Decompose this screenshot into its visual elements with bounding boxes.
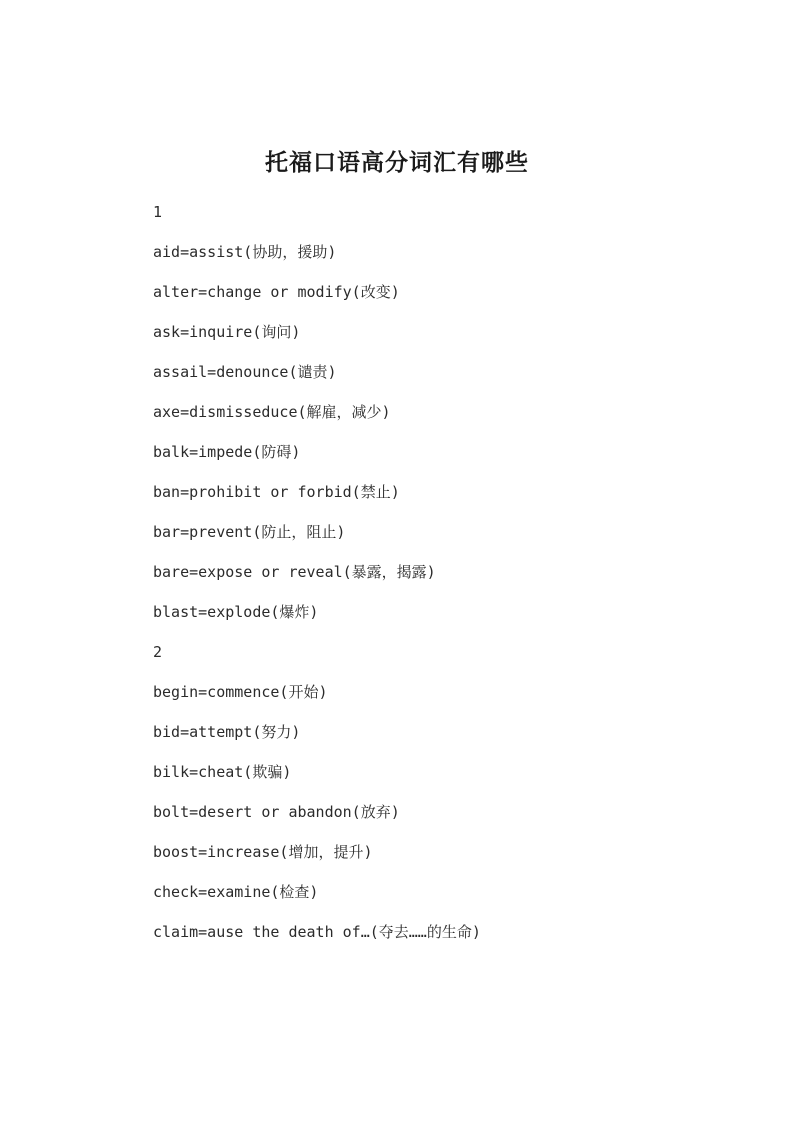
vocabulary-entry: boost=increase(增加，提升)	[153, 843, 373, 861]
vocabulary-entry: bilk=cheat(欺骗)	[153, 763, 292, 781]
vocabulary-entry: aid=assist(协助，援助)	[153, 243, 337, 261]
vocabulary-entry: ban=prohibit or forbid(禁止)	[153, 483, 400, 501]
vocabulary-entry: blast=explode(爆炸)	[153, 603, 319, 621]
vocabulary-entry: check=examine(检查)	[153, 883, 319, 901]
vocabulary-entry: balk=impede(防碍)	[153, 443, 301, 461]
vocabulary-entry: bar=prevent(防止，阻止)	[153, 523, 346, 541]
vocabulary-entry: axe=dismisseduce(解雇，减少)	[153, 403, 391, 421]
vocabulary-entry: ask=inquire(询问)	[153, 323, 301, 341]
vocabulary-entry: bolt=desert or abandon(放弃)	[153, 803, 400, 821]
vocabulary-entry: bare=expose or reveal(暴露，揭露)	[153, 563, 436, 581]
vocabulary-list	[153, 199, 481, 959]
section-number: 1	[153, 203, 163, 221]
vocabulary-entry: assail=denounce(谴责)	[153, 363, 337, 381]
section-number: 2	[153, 643, 163, 661]
vocabulary-entry: bid=attempt(努力)	[153, 723, 301, 741]
vocabulary-entry: claim=ause the death of…(夺去……的生命)	[153, 923, 481, 941]
vocabulary-entry: begin=commence(开始)	[153, 683, 328, 701]
vocabulary-entry: alter=change or modify(改变)	[153, 283, 400, 301]
document-title: 托福口语高分词汇有哪些	[265, 150, 529, 176]
